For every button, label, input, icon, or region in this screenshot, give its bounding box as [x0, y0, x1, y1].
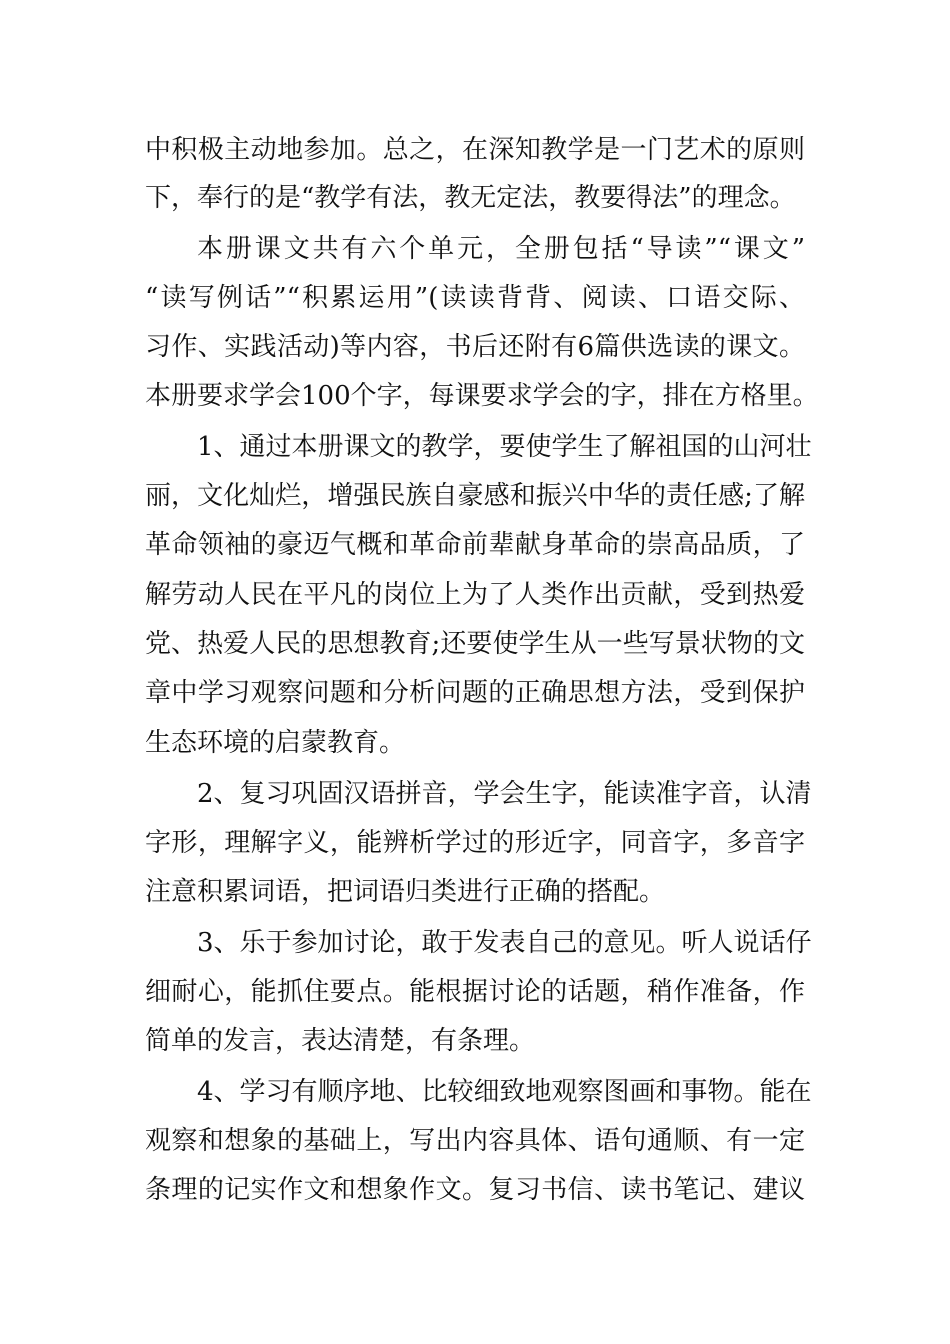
text-line: [0, 521, 950, 569]
text-line-content: 1、通过本册课文的教学，要使学生了解祖国的山河壮: [197, 432, 812, 462]
text-line: [0, 1017, 950, 1065]
paragraph-first-line: [0, 770, 950, 818]
text-line: [0, 472, 950, 520]
text-line: [0, 868, 950, 916]
text-line-content: 章中学习观察问题和分析问题的正确思想方法，受到保护: [145, 678, 805, 708]
text-line-content: 革命领袖的豪迈气概和革命前辈献身革命的崇高品质，了: [145, 530, 805, 560]
text-line: [0, 571, 950, 619]
text-line: [0, 620, 950, 668]
text-line: [0, 174, 950, 222]
text-line-content: 细耐心，能抓住要点。能根据讨论的话题，稍作准备，作: [145, 977, 805, 1007]
text-line-content: 习作、实践活动)等内容，书后还附有6篇供选读的课文。: [145, 332, 805, 362]
text-line: [0, 719, 950, 767]
paragraph-first-line: [0, 1068, 950, 1116]
text-line: [0, 1166, 950, 1214]
text-line: [0, 968, 950, 1016]
text-line-content: 下，奉行的是“教学有法，教无定法，教要得法”的理念。: [145, 183, 796, 213]
text-line: [0, 274, 950, 322]
text-line-content: 丽，文化灿烂，增强民族自豪感和振兴中华的责任感;了解: [145, 481, 805, 511]
text-line-content: 条理的记实作文和想象作文。复习书信、读书笔记、建议: [145, 1175, 805, 1205]
text-line-content: 解劳动人民在平凡的岗位上为了人类作出贡献，受到热爱: [145, 580, 805, 610]
text-line-content: 字形，理解字义，能辨析学过的形近字，同音字，多音字: [145, 828, 805, 858]
paragraph-first-line: [0, 423, 950, 471]
text-line-content: 注意积累词语，把词语归类进行正确的搭配。: [145, 877, 666, 907]
text-line: [0, 323, 950, 371]
text-line-content: “读写例话”“积累运用”(读读背背、阅读、口语交际、: [145, 283, 805, 313]
text-line-content: 生态环境的启蒙教育。: [145, 728, 406, 758]
text-line-content: 观察和想象的基础上，写出内容具体、语句通顺、有一定: [145, 1126, 805, 1156]
text-line-content: 简单的发言，表达清楚，有条理。: [145, 1026, 536, 1056]
paragraph-first-line: [0, 919, 950, 967]
text-line: [0, 372, 950, 420]
text-line-content: 4、学习有顺序地、比较细致地观察图画和事物。能在: [197, 1077, 812, 1107]
text-line-content: 本册课文共有六个单元，全册包括“导读”“课文”: [197, 234, 805, 264]
paragraph-first-line: [0, 225, 950, 273]
text-line: [0, 1117, 950, 1165]
text-line-content: 中积极主动地参加。总之，在深知教学是一门艺术的原则: [145, 135, 805, 165]
text-line-content: 2、复习巩固汉语拼音，学会生字，能读准字音，认清: [197, 779, 812, 809]
text-line: [0, 126, 950, 174]
text-line: [0, 669, 950, 717]
text-line-content: 本册要求学会100个字，每课要求学会的字，排在方格里。: [145, 381, 819, 411]
text-line-content: 党、热爱人民的思想教育;还要使学生从一些写景状物的文: [145, 629, 805, 659]
text-line-content: 3、乐于参加讨论，敢于发表自己的意见。听人说话仔: [197, 928, 812, 958]
text-line: [0, 819, 950, 867]
